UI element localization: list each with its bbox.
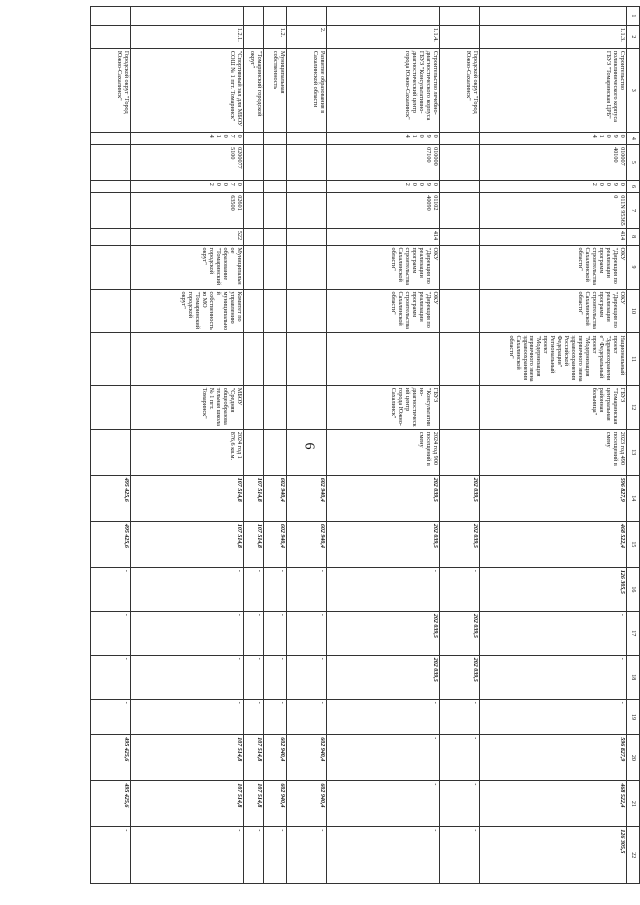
table-cell-col-17: - — [264, 611, 287, 655]
table-cell-col-10 — [91, 289, 131, 333]
table-cell-col-22: - — [91, 827, 131, 884]
table-cell-col-2: 2. — [287, 25, 327, 48]
column-number-2: 2 — [626, 25, 639, 48]
table-cell-col-10 — [264, 289, 287, 333]
table-cell-col-22: - — [440, 827, 480, 884]
table-cell-col-3: Муниципальная собственность — [264, 48, 287, 132]
table-cell-col-16: - — [327, 567, 440, 611]
table-cell-col-20: 602 940,4 — [287, 735, 327, 781]
table-cell-col-13 — [287, 429, 327, 475]
table-cell-col-19: - — [327, 699, 440, 735]
table-cell-col-1 — [480, 7, 627, 26]
table-cell-col-21: 107 514,8 — [131, 781, 244, 827]
table-cell-col-2: 1.1.4. — [327, 25, 440, 48]
table-cell-col-17: - — [131, 611, 244, 655]
table-cell-col-9: Муниципальное образование "Томаринский городской округ" — [131, 245, 244, 289]
table-cell-col-18: - — [480, 655, 627, 699]
table-cell-col-2 — [440, 25, 480, 48]
table-cell-col-14: 596 827,9 — [480, 475, 627, 521]
column-number-10: 10 — [626, 289, 639, 333]
table-cell-col-16: - — [91, 567, 131, 611]
table-cell-col-16: 126 305,5 — [480, 567, 627, 611]
table-cell-col-16: - — [264, 567, 287, 611]
table-cell-col-3: "Спортивный зал для МБОУ СОШ № 1 пгт. Томаринск" — [131, 48, 244, 132]
table-cell-col-20: - — [327, 735, 440, 781]
table-cell-col-14: 107 514,8 — [243, 475, 263, 521]
table-cell-col-17: 202 039,5 — [327, 611, 440, 655]
table-cell-col-6: 0 9 0 0 2 — [327, 180, 440, 193]
column-number-4: 4 — [626, 132, 639, 145]
table-cell-col-11 — [91, 333, 131, 385]
table-cell-col-7 — [440, 193, 480, 229]
header-row — [626, 7, 639, 884]
table-cell-col-22: - — [287, 827, 327, 884]
table-cell-col-22: - — [327, 827, 440, 884]
table-cell-col-4 — [440, 132, 480, 145]
page-number: 6 — [301, 442, 317, 450]
table-cell-col-21: 495 425,6 — [91, 781, 131, 827]
table-cell-col-4 — [243, 132, 263, 145]
table-cell-col-20: 596 827,9 — [480, 735, 627, 781]
table-row — [91, 7, 131, 884]
table-cell-col-7 — [264, 193, 287, 229]
column-number-16: 16 — [626, 567, 639, 611]
table-cell-col-9: ОКУ "Дирекция по реализации программ строительства Сахалинской области" — [327, 245, 440, 289]
table-cell-col-5 — [287, 145, 327, 181]
table-row — [131, 7, 244, 884]
table-cell-col-15: 468 522,4 — [480, 521, 627, 567]
table-cell-col-14: 202 039,5 — [440, 475, 480, 521]
table-cell-col-6 — [243, 180, 263, 193]
table-cell-col-18: - — [243, 655, 263, 699]
table-cell-col-11 — [131, 333, 244, 385]
table-cell-col-8 — [287, 228, 327, 245]
table-cell-col-18: - — [91, 655, 131, 699]
table-cell-col-4: 0 9 0 1 4 — [480, 132, 627, 145]
table-cell-col-19: - — [131, 699, 244, 735]
table-cell-col-9 — [91, 245, 131, 289]
column-number-20: 20 — [626, 735, 639, 781]
table-row — [264, 7, 287, 884]
table-cell-col-1 — [440, 7, 480, 26]
column-number-8: 8 — [626, 228, 639, 245]
table-cell-col-10 — [243, 289, 263, 333]
table-cell-col-9 — [287, 245, 327, 289]
table-cell-col-11 — [264, 333, 287, 385]
table-cell-col-20: 107 514,8 — [131, 735, 244, 781]
table-cell-col-21: 107 514,8 — [243, 781, 263, 827]
column-number-12: 12 — [626, 385, 639, 429]
table-cell-col-20: 107 514,8 — [243, 735, 263, 781]
table-cell-col-2: 1.2.1. — [131, 25, 244, 48]
table-cell-col-7 — [91, 193, 131, 229]
table-cell-col-18: - — [287, 655, 327, 699]
table-cell-col-3: Городской округ "Город Южно-Сахалинск" — [440, 48, 480, 132]
table-cell-col-21: 602 940,4 — [287, 781, 327, 827]
table-cell-col-13 — [440, 429, 480, 475]
table-cell-col-13 — [91, 429, 131, 475]
table-body — [91, 7, 640, 884]
table-cell-col-6: 0 9 0 0 2 — [480, 180, 627, 193]
table-cell-col-11 — [243, 333, 263, 385]
table-cell-col-13: 2023 год 490 посещений в смену — [480, 429, 627, 475]
table-cell-col-12: ГБУЗ "Консультативно-диагностический центр города Южно-Сахалинск" — [327, 385, 440, 429]
table-cell-col-15: 602 940,4 — [264, 521, 287, 567]
column-number-22: 22 — [626, 827, 639, 884]
table-cell-col-8 — [243, 228, 263, 245]
table-cell-col-1 — [243, 7, 263, 26]
table-row — [327, 7, 440, 884]
table-cell-col-17: - — [287, 611, 327, 655]
table-cell-col-18: 202 039,5 — [440, 655, 480, 699]
table-cell-col-15: 602 940,4 — [287, 521, 327, 567]
table-cell-col-15: 202 039,5 — [327, 521, 440, 567]
table-cell-col-21: 602 940,4 — [264, 781, 287, 827]
table-cell-col-13: 2024 год 900 посещений в смену — [327, 429, 440, 475]
table-cell-col-7 — [243, 193, 263, 229]
table-cell-col-3: Строительство лечебно-диагностического корпуса ГБУЗ "Консультативно-диагностический центр города Южно-Сахалинск" — [327, 48, 440, 132]
table-cell-col-5 — [264, 145, 287, 181]
table-row — [287, 7, 327, 884]
column-number-6: 6 — [626, 180, 639, 193]
table-row — [440, 7, 480, 884]
table-cell-col-16: - — [243, 567, 263, 611]
table-cell-col-4 — [287, 132, 327, 145]
table-cell-col-3: Развитие образования в Сахалинской области — [287, 48, 327, 132]
table-cell-col-1 — [264, 7, 287, 26]
table-cell-col-13 — [264, 429, 287, 475]
table-cell-col-16: - — [131, 567, 244, 611]
table-cell-col-11 — [287, 333, 327, 385]
table-row — [243, 7, 263, 884]
table-cell-col-19: - — [91, 699, 131, 735]
table-cell-col-7: 01102 40090 — [327, 193, 440, 229]
table-cell-col-7: 02601 63500 — [131, 193, 244, 229]
column-number-17: 17 — [626, 611, 639, 655]
table-cell-col-22: - — [131, 827, 244, 884]
column-number-11: 11 — [626, 333, 639, 385]
table-cell-col-21: 468 522,4 — [480, 781, 627, 827]
table-cell-col-2: 1.2. — [264, 25, 287, 48]
table-cell-col-9 — [264, 245, 287, 289]
table-cell-col-10 — [287, 289, 327, 333]
table-cell-col-1 — [327, 7, 440, 26]
column-number-5: 5 — [626, 145, 639, 181]
table-cell-col-19: - — [264, 699, 287, 735]
table-cell-col-12: ГБУЗ "Томаринская центральная районная больница" — [480, 385, 627, 429]
table-row — [480, 7, 627, 884]
table-cell-col-13 — [243, 429, 263, 475]
table-cell-col-8 — [91, 228, 131, 245]
table-cell-col-4 — [264, 132, 287, 145]
table-cell-col-10 — [440, 289, 480, 333]
table-cell-col-20: 602 940,4 — [264, 735, 287, 781]
table-cell-col-4 — [91, 132, 131, 145]
table-cell-col-14: 495 425,6 — [91, 475, 131, 521]
table-cell-col-21: - — [440, 781, 480, 827]
column-number-13: 13 — [626, 429, 639, 475]
table-cell-col-15: 107 514,8 — [131, 521, 244, 567]
table-cell-col-6 — [91, 180, 131, 193]
column-number-15: 15 — [626, 521, 639, 567]
table-cell-col-12 — [91, 385, 131, 429]
table-cell-col-10: Комитет по управлению муниципальной собственностью МО "Томаринский городской округ" — [131, 289, 244, 333]
table-cell-col-1 — [91, 7, 131, 26]
table-cell-col-22: - — [264, 827, 287, 884]
table-cell-col-6 — [264, 180, 287, 193]
column-number-19: 19 — [626, 699, 639, 735]
table-cell-col-8: 414 — [327, 228, 440, 245]
table-cell-col-5 — [243, 145, 263, 181]
table-cell-col-18: - — [264, 655, 287, 699]
table-cell-col-19: - — [287, 699, 327, 735]
table-cell-col-5: 0200077 5100 — [131, 145, 244, 181]
table-cell-col-5: 010007 40100 — [480, 145, 627, 181]
table-cell-col-5 — [91, 145, 131, 181]
table-cell-col-11 — [327, 333, 440, 385]
table-cell-col-15: 107 514,8 — [243, 521, 263, 567]
table-cell-col-12 — [440, 385, 480, 429]
table-cell-col-20: - — [440, 735, 480, 781]
table-cell-col-5 — [440, 145, 480, 181]
table-cell-col-1 — [131, 7, 244, 26]
table-cell-col-19: - — [440, 699, 480, 735]
table-cell-col-12 — [243, 385, 263, 429]
table-cell-col-3: Строительство поликлинического корпуса ГБУЗ "Томаринская ЦРБ" — [480, 48, 627, 132]
table-cell-col-2 — [91, 25, 131, 48]
table-cell-col-14: 602 940,4 — [264, 475, 287, 521]
table-cell-col-16: - — [440, 567, 480, 611]
rotated-page-content — [90, 6, 640, 901]
table-cell-col-12 — [287, 385, 327, 429]
table-cell-col-9 — [440, 245, 480, 289]
table-cell-col-2: 1.1.3. — [480, 25, 627, 48]
column-number-14: 14 — [626, 475, 639, 521]
table-cell-col-2 — [243, 25, 263, 48]
column-number-18: 18 — [626, 655, 639, 699]
table-cell-col-14: 107 514,8 — [131, 475, 244, 521]
table-cell-col-3: Городской округ "Город Южно-Сахалинск" — [91, 48, 131, 132]
capital-investment-table — [90, 6, 640, 884]
table-cell-col-16: - — [287, 567, 327, 611]
table-cell-col-18: 202 039,5 — [327, 655, 440, 699]
table-cell-col-19: - — [243, 699, 263, 735]
table-cell-col-5: 010000 07100 — [327, 145, 440, 181]
table-cell-col-6 — [440, 180, 480, 193]
table-cell-col-10: ОКУ "Дирекция по реализации программ строительства Сахалинской области" — [327, 289, 440, 333]
table-cell-col-8: 414 — [480, 228, 627, 245]
table-cell-col-6: 0 7 0 0 2 — [131, 180, 244, 193]
table-cell-col-17: - — [243, 611, 263, 655]
table-cell-col-4: 0 7 0 1 4 — [131, 132, 244, 145]
table-cell-col-13: 2024 год 1 876,6 кв.м. — [131, 429, 244, 475]
table-cell-col-21: - — [327, 781, 440, 827]
table-cell-col-12 — [264, 385, 287, 429]
table-cell-col-10: ОКУ "Дирекция по реализации программ строительства Сахалинской области" — [480, 289, 627, 333]
table-cell-col-9 — [243, 245, 263, 289]
table-cell-col-1 — [287, 7, 327, 26]
table-cell-col-8 — [440, 228, 480, 245]
table-cell-col-3: "Томаринский городской округ" — [243, 48, 263, 132]
column-number-1: 1 — [626, 7, 639, 26]
table-cell-col-7 — [287, 193, 327, 229]
column-number-9: 9 — [626, 245, 639, 289]
table-cell-col-9: ОКУ "Дирекция по реализации программ строительства Сахалинской области" — [480, 245, 627, 289]
table-cell-col-17: - — [91, 611, 131, 655]
table-cell-col-6 — [287, 180, 327, 193]
table-cell-col-15: 202 039,5 — [440, 521, 480, 567]
table-cell-col-11: Национальный проект "Здравоохранение" Федеральный проект "Модернизация первичного звена здравоохранения Российской Федерации" Региональный проект "Модернизация первичного звена здравоохранения Сахалинской области" — [480, 333, 627, 385]
column-number-21: 21 — [626, 781, 639, 827]
table-cell-col-8 — [264, 228, 287, 245]
table-cell-col-18: - — [131, 655, 244, 699]
table-cell-col-15: 495 425,6 — [91, 521, 131, 567]
table-cell-col-8: 522 — [131, 228, 244, 245]
table-cell-col-12: МБОУ "Средняя общеобразовательная школа № 1 пгт. Томаринск" — [131, 385, 244, 429]
table-cell-col-7: 011N 95365 0 — [480, 193, 627, 229]
table-cell-col-4: 0 9 0 1 4 — [327, 132, 440, 145]
table-cell-col-22: 126 305,5 — [480, 827, 627, 884]
table-cell-col-11 — [440, 333, 480, 385]
table-cell-col-22: - — [243, 827, 263, 884]
table-cell-col-20: 495 425,6 — [91, 735, 131, 781]
table-cell-col-14: 202 039,5 — [327, 475, 440, 521]
column-number-3: 3 — [626, 48, 639, 132]
table-cell-col-19: - — [480, 699, 627, 735]
table-cell-col-17: 202 039,5 — [440, 611, 480, 655]
column-number-7: 7 — [626, 193, 639, 229]
table-cell-col-14: 602 940,4 — [287, 475, 327, 521]
table-cell-col-17: - — [480, 611, 627, 655]
